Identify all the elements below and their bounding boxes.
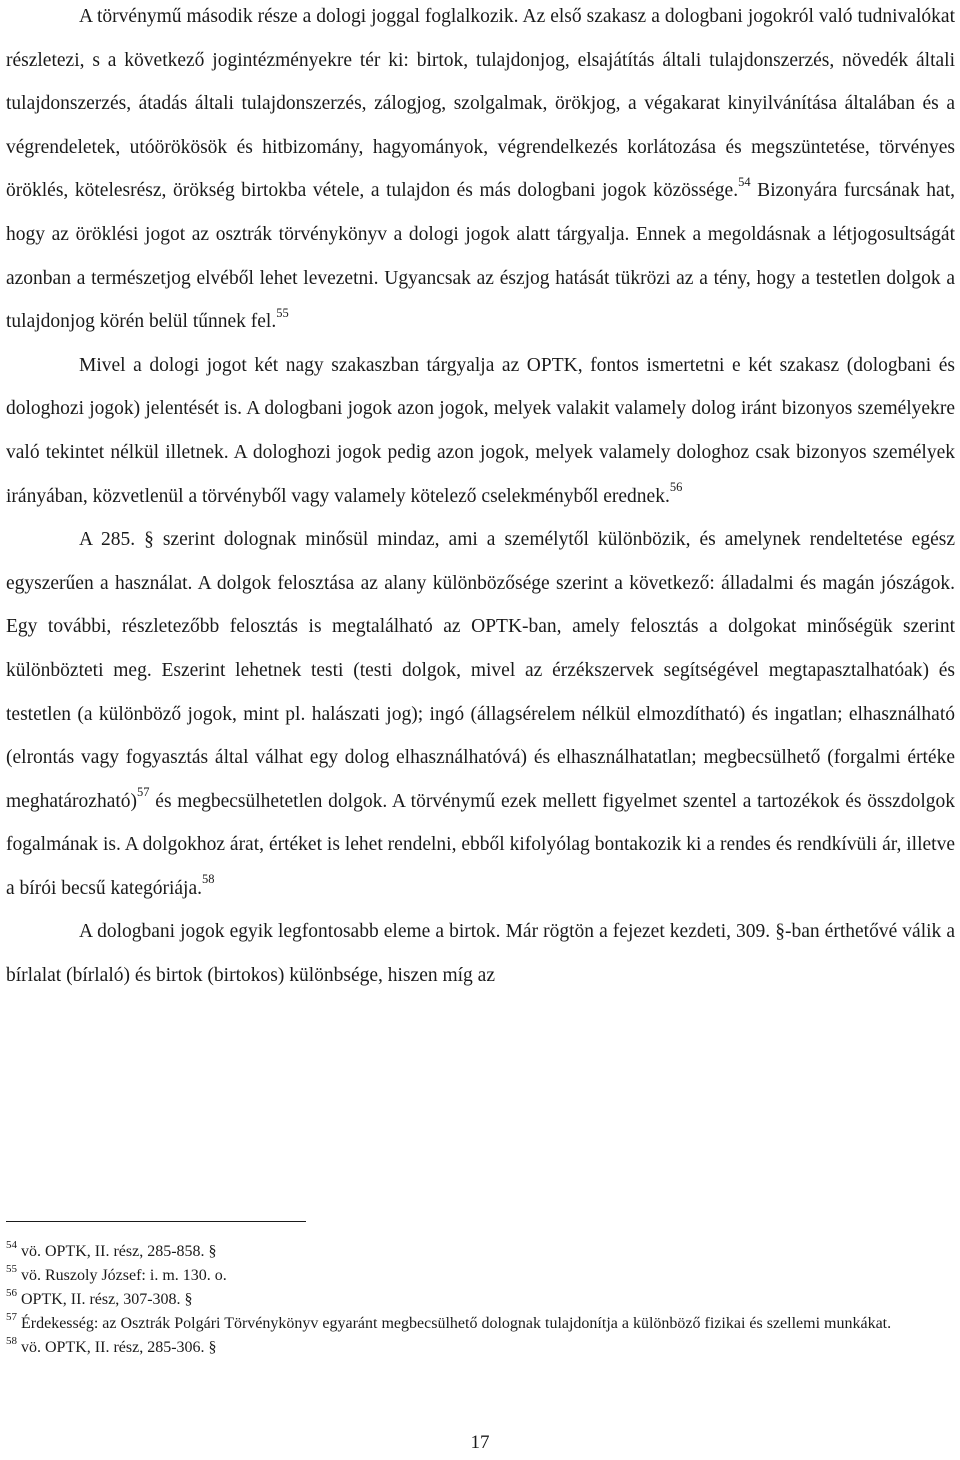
footnote-text: Érdekesség: az Osztrák Polgári Törvénykönyv egyaránt megbecsülhető dolognak tulajdonítja a különböző fizikai és szellemi munkákat. xyxy=(17,1315,892,1332)
body-text xyxy=(6,0,955,998)
footnote-ref-56[interactable]: 56 xyxy=(669,480,683,495)
paragraph-text: A 285. § szerint dolognak minősül mindaz, ami a személytől különbözik, és amelynek rendeltetése egész egyszerűen a használat. A dolgok felosztása az alany különbözősége szerint a következő: álladalmi és magán jószágok. Egy további, részletezőbb felosztás is megtalálható az OPTK-ban, amely felosztás a dolgokat minőségük szerint különbözteti meg. Eszerint lehetnek testi (testi dolgok, mivel az érzékszervek segítségével megtapasztalhatóak) és testetlen (a különböző jogok, mint pl. halászati jog); ingó (állagsérelem nélkül elmozdítható) és ingatlan; elhasználható (elrontás vagy fogyasztás által válhat egy dolog elhasználhatóvá) és elhasználhatatlan; megbecsülhető (forgalmi értéke meghatározható) xyxy=(6,529,955,812)
footnote-ref-54[interactable]: 54 xyxy=(738,174,751,189)
paragraph-text: Bizonyára furcsának hat, hogy az öröklési jogot az osztrák törvénykönyv a dologi jogok alatt tárgyalja. Ennek a megoldásnak a létjogosultságát azonban a természetjog elvéből lehet levezetni. Ugyancsak az észjog hatását tükrözi az a tény, hogy a testetlen dolgok a tulajdonjog körén belül tűnnek fel. xyxy=(6,180,955,333)
paragraph-text: Mivel a dologi jogot két nagy szakaszban tárgyalja az OPTK, fontos ismertetni e két szakasz (dologbani és dologhozi jogok) jelentését is. A dologbani jogok azon jogok, melyek valakit valamely dolog iránt bizonyos személyekre való tekintet nélkül illetnek. A dologhozi jogok pedig azon jogok, melyek valamely dologhoz csak bizonyos személyek irányában, közvetlenül a törvényből vagy valamely kötelező cselekményből erednek. xyxy=(6,354,955,507)
footnote-text: vö. OPTK, II. rész, 285-306. § xyxy=(17,1339,217,1356)
footnote-57 xyxy=(6,1312,955,1336)
footnote-ref-58[interactable]: 58 xyxy=(202,872,215,887)
footnote-number: 55 xyxy=(6,1262,17,1275)
footnote-text: vö. OPTK, II. rész, 285-858. § xyxy=(17,1243,217,1260)
footnote-number: 56 xyxy=(6,1286,17,1299)
paragraph-4 xyxy=(6,910,955,997)
footnote-text: vö. Ruszoly József: i. m. 130. o. xyxy=(17,1267,227,1284)
footnote-ref-57[interactable]: 57 xyxy=(137,785,150,800)
page-number: 17 xyxy=(470,1432,490,1453)
paragraph-2 xyxy=(6,344,955,518)
footnote-ref-55[interactable]: 55 xyxy=(276,305,289,320)
paragraph-text: A dologbani jogok egyik legfontosabb eleme a birtok. Már rögtön a fejezet kezdeti, 309. §-ban érthetővé válik a bírlalat (bírlaló) és birtok (birtokos) különbsége, hiszen míg az xyxy=(6,921,955,987)
paragraph-3 xyxy=(6,518,955,910)
footnote-number: 57 xyxy=(6,1310,17,1323)
footnote-56 xyxy=(6,1288,955,1312)
footnote-number: 58 xyxy=(6,1334,17,1347)
footnote-number: 54 xyxy=(6,1238,17,1251)
footnote-separator xyxy=(6,1221,306,1222)
footnote-55 xyxy=(6,1264,955,1288)
footnote-text: OPTK, II. rész, 307-308. § xyxy=(17,1291,193,1308)
paragraph-text: A törvénymű második része a dologi joggal foglalkozik. Az első szakasz a dologbani jogokról való tudnivalókat részletezi, s a következő jogintézményekre tér ki: birtok, tulajdonjog, elsajátítás általi tulajdonszerzés, növedék általi tulajdonszerzés, átadás általi tulajdonszerzés, zálogjog, szolgalmak, örökjog, a végakarat kinyilvánítása általában és a végrendeletek, utóörökösök és hitbizomány, hagyományok, végrendelkezés korlátozása és megszüntetése, törvényes öröklés, kötelesrész, örökség birtokba vétele, a tulajdon és más dologbani jogok közössége. xyxy=(6,6,955,202)
footnote-54 xyxy=(6,1240,955,1264)
footnote-58 xyxy=(6,1336,955,1360)
footnotes xyxy=(6,1240,955,1360)
paragraph-1 xyxy=(6,0,955,344)
paragraph-text: és megbecsülhetetlen dolgok. A törvénymű ezek mellett figyelmet szentel a tartozékok és összdolgok fogalmának is. A dolgokhoz árat, értéket is lehet rendelni, ebből kifolyólag bontakozik ki a rendes és rendkívüli ár, illetve a bírói becsű kategóriája. xyxy=(6,790,955,899)
